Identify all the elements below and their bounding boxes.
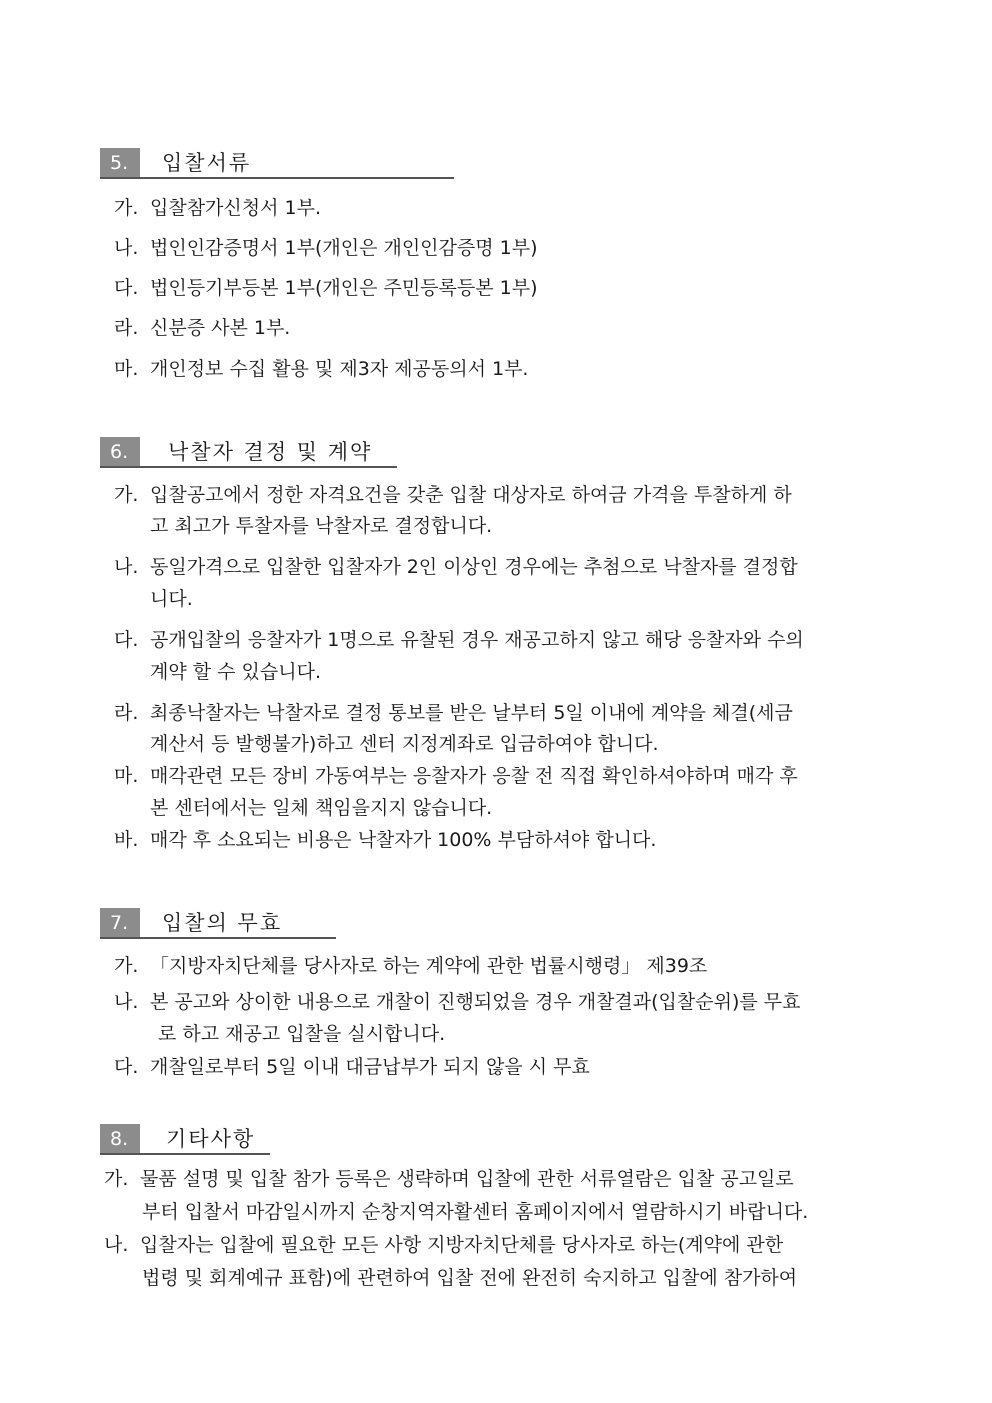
item-text: 입찰공고에서 정한 자격요건을 갖춘 입찰 대상자로 하여금 가격을 투찰하게 하 <box>150 484 792 506</box>
section-underline <box>100 466 397 468</box>
item-continuation: 니다. <box>150 588 193 610</box>
list-item <box>104 1233 783 1257</box>
section-header <box>0 908 992 938</box>
item-marker: 나. <box>104 1234 129 1256</box>
item-marker: 라. <box>114 702 139 724</box>
item-marker: 나. <box>114 237 139 259</box>
item-text: 매각관련 모든 장비 가동여부는 응찰자가 응찰 전 직접 확인하셔야하며 매각 후 <box>150 765 798 787</box>
item-text: 「지방자치단체를 당사자로 하는 계약에 관한 법률시행령」 제39조 <box>150 955 708 977</box>
list-item <box>114 276 538 300</box>
item-text: 공개입찰의 응찰자가 1명으로 유찰된 경우 재공고하지 않고 해당 응찰자와 수의 <box>150 629 804 651</box>
item-text: 입찰자는 입찰에 필요한 모든 사항 지방자치단체를 당사자로 하는(계약에 관한 <box>140 1234 784 1256</box>
item-text: 법인등기부등본 1부(개인은 주민등록등본 1부) <box>150 277 538 299</box>
section-header <box>0 148 992 178</box>
section-number: 6. <box>100 437 140 467</box>
item-marker: 가. <box>114 484 139 506</box>
item-marker: 마. <box>114 358 139 380</box>
list-item <box>114 357 528 381</box>
section-number: 7. <box>100 908 140 938</box>
item-continuation: 법령 및 회계예규 표함)에 관련하여 입찰 전에 완전히 숙지하고 입찰에 참가하여 <box>142 1267 798 1289</box>
list-item <box>114 990 800 1014</box>
item-marker: 가. <box>114 197 139 219</box>
list-item <box>104 1167 794 1191</box>
section-underline <box>100 937 336 939</box>
item-continuation: 계약 할 수 있습니다. <box>150 661 321 683</box>
item-marker: 가. <box>114 955 139 977</box>
section-number: 8. <box>100 1124 140 1154</box>
item-text: 법인인감증명서 1부(개인은 개인인감증명 1부) <box>150 237 538 259</box>
list-item <box>114 196 321 220</box>
list-item <box>114 628 804 652</box>
item-continuation: 로 하고 재공고 입찰을 실시합니다. <box>158 1023 446 1045</box>
item-text: 물품 설명 및 입찰 참가 등록은 생략하며 입찰에 관한 서류열람은 입찰 공고일로 <box>140 1168 794 1190</box>
section-underline <box>100 1153 270 1155</box>
item-text: 개찰일로부터 5일 이내 대금납부가 되지 않을 시 무효 <box>150 1056 590 1078</box>
item-text: 입찰참가신청서 1부. <box>150 197 321 219</box>
item-marker: 나. <box>114 991 139 1013</box>
item-continuation: 본 센터에서는 일체 책임을지지 않습니다. <box>150 797 493 819</box>
list-item <box>114 236 538 260</box>
section-8 <box>0 1124 992 1154</box>
list-item <box>114 828 656 852</box>
section-underline <box>100 177 454 179</box>
section-title: 낙찰자 결정 및 계약 <box>168 440 373 464</box>
list-item <box>114 1055 590 1079</box>
item-text: 매각 후 소요되는 비용은 낙찰자가 100% 부담하셔야 합니다. <box>150 829 657 851</box>
item-marker: 라. <box>114 317 139 339</box>
section-title: 입찰의 무효 <box>162 911 283 935</box>
section-header <box>0 1124 992 1154</box>
item-text: 신분증 사본 1부. <box>150 317 291 339</box>
section-title: 입찰서류 <box>162 151 252 175</box>
list-item <box>114 483 792 507</box>
item-marker: 다. <box>114 1056 139 1078</box>
list-item <box>114 555 798 579</box>
item-text: 본 공고와 상이한 내용으로 개찰이 진행되었을 경우 개찰결과(입찰순위)를 무효 <box>150 991 801 1013</box>
section-title: 기타사항 <box>166 1127 256 1151</box>
item-marker: 가. <box>104 1168 129 1190</box>
section-7 <box>0 908 992 938</box>
list-item <box>114 954 707 978</box>
item-continuation: 부터 입찰서 마감일시까지 순창지역자활센터 홈페이지에서 열람하시기 바랍니다. <box>142 1201 809 1223</box>
item-continuation: 계산서 등 발행불가)하고 센터 지정계좌로 입금하여야 합니다. <box>150 733 659 755</box>
item-text: 최종낙찰자는 낙찰자로 결정 통보를 받은 날부터 5일 이내에 계약을 체결(세금 <box>150 702 793 724</box>
section-5 <box>0 148 992 178</box>
item-marker: 나. <box>114 556 139 578</box>
list-item <box>114 701 793 725</box>
item-marker: 다. <box>114 277 139 299</box>
item-marker: 마. <box>114 765 139 787</box>
item-continuation: 고 최고가 투찰자를 낙찰자로 결정합니다. <box>150 515 493 537</box>
item-marker: 다. <box>114 629 139 651</box>
item-text: 개인정보 수집 활용 및 제3자 제공동의서 1부. <box>150 358 529 380</box>
list-item <box>114 764 798 788</box>
item-marker: 바. <box>114 829 139 851</box>
list-item <box>114 316 290 340</box>
section-6 <box>0 437 992 467</box>
item-text: 동일가격으로 입찰한 입찰자가 2인 이상인 경우에는 추첨으로 낙찰자를 결정합 <box>150 556 798 578</box>
section-header <box>0 437 992 467</box>
section-number: 5. <box>100 148 140 178</box>
